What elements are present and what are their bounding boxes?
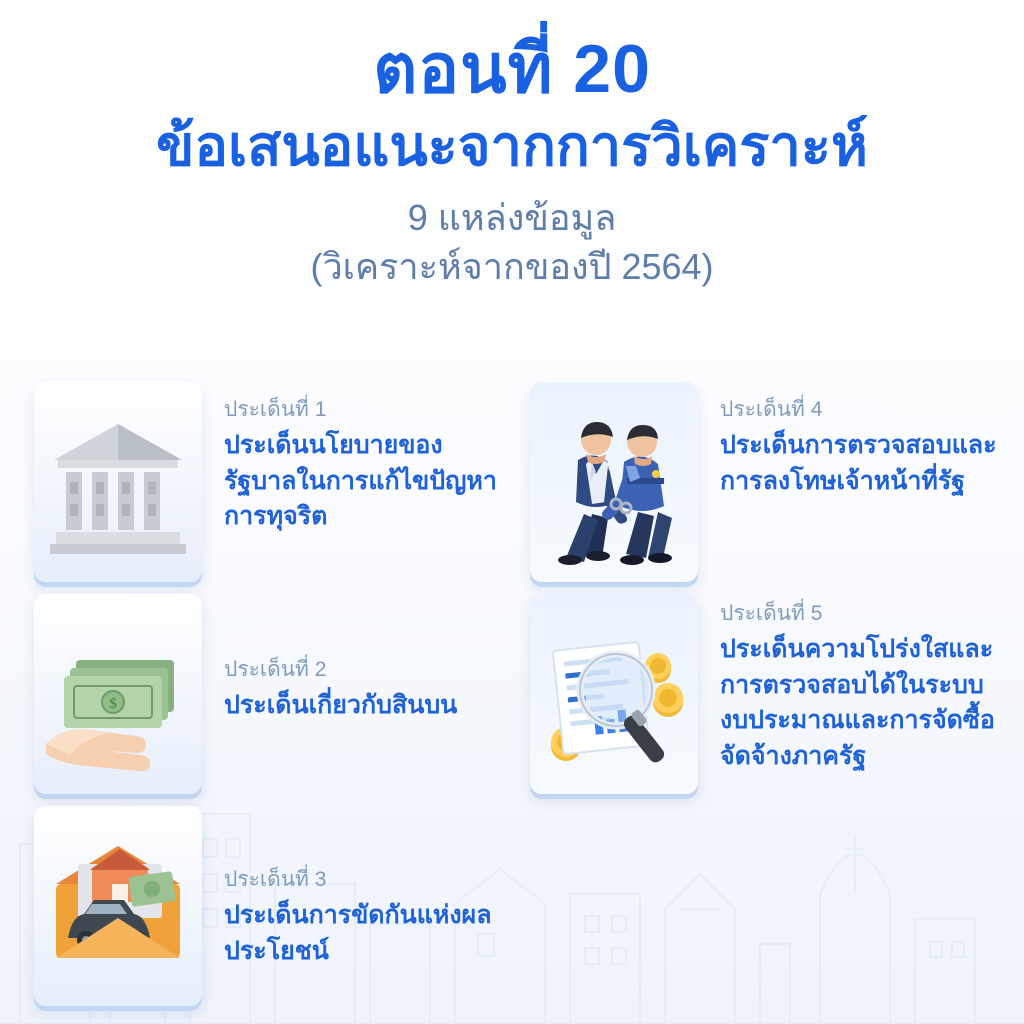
hand-holding-money-icon (34, 594, 202, 794)
page-title-part: ตอนที่ 20 (373, 31, 651, 107)
item-kicker: ประเด็นที่ 4 (720, 398, 823, 421)
item-kicker: ประเด็นที่ 3 (224, 868, 327, 891)
list-item[interactable] (530, 594, 998, 794)
item-headline: ประเด็นนโยบายของรัฐบาลในการแก้ไขปัญหาการทุจริต (224, 431, 497, 531)
page-subtitle-sources: 9 แหล่งข้อมูล (407, 197, 617, 239)
list-item[interactable] (34, 594, 457, 794)
page-title-main: ข้อเสนอแนะจากการวิเคราะห์ (156, 114, 868, 178)
item-text (698, 382, 998, 499)
page-header (0, 31, 1024, 291)
item-text (698, 594, 998, 774)
police-arrest-icon (530, 382, 698, 582)
item-text (202, 382, 500, 535)
list-item[interactable] (34, 382, 500, 582)
page-subtitle-year: (วิเคราะห์จากของปี 2564) (310, 246, 714, 288)
item-headline: ประเด็นการขัดกันแห่งผลประโยชน์ (224, 901, 492, 965)
magnifier-documents-coins-icon (530, 594, 698, 794)
item-headline: ประเด็นความโปร่งใสและการตรวจสอบได้ในระบบงบประมาณและการจัดซื้อจัดจ้างภาครัฐ (720, 635, 995, 770)
item-headline: ประเด็นการตรวจสอบและการลงโทษเจ้าหน้าที่รัฐ (720, 431, 997, 495)
item-kicker: ประเด็นที่ 5 (720, 602, 823, 625)
item-headline: ประเด็นเกี่ยวกับสินบน (224, 691, 458, 720)
envelope-car-house-money-icon (34, 806, 202, 1006)
item-text (202, 806, 500, 969)
item-text (202, 594, 457, 724)
item-kicker: ประเด็นที่ 2 (224, 658, 327, 681)
item-kicker: ประเด็นที่ 1 (224, 398, 327, 421)
list-item[interactable] (34, 806, 500, 1006)
svg-text:$: $ (109, 696, 117, 712)
government-building-icon (34, 382, 202, 582)
list-item[interactable] (530, 382, 998, 582)
